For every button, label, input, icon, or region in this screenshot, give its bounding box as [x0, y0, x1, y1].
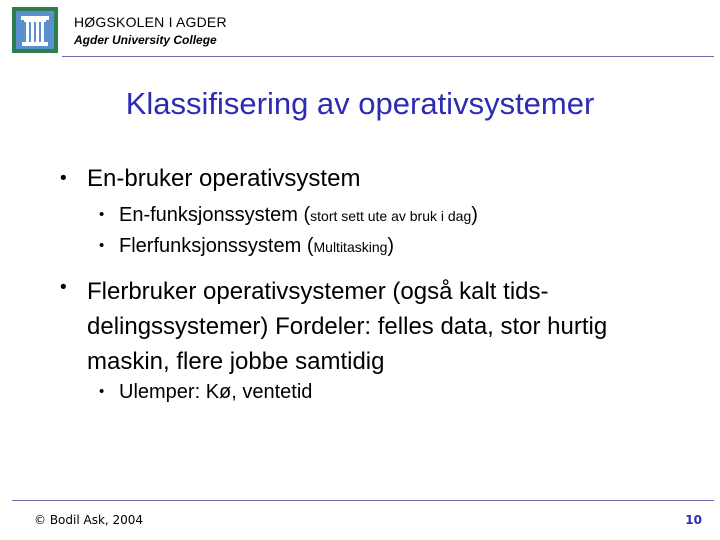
sub-bullet-note: Multitasking [313, 239, 388, 255]
sub-bullet-icon: • [99, 237, 105, 254]
column-logo-icon [12, 7, 58, 53]
footer-divider [12, 500, 714, 501]
bullet-text-line: maskin, flere jobbe samtidig [87, 348, 385, 375]
bullet-item [60, 274, 710, 375]
institution-name-english: Agder University College [74, 33, 217, 47]
slide-title: Klassifisering av operativsystemer [125, 86, 595, 121]
page-number: 10 [685, 513, 702, 527]
sub-bullet-note: stort sett ute av bruk i dag [310, 208, 472, 224]
sub-bullet-icon: • [99, 383, 105, 400]
bullet-icon: • [60, 168, 67, 189]
bullet-text-line: delingssystemer) Fordeler: felles data, stor hurtig [87, 313, 608, 340]
sub-bullet-close: ) [471, 204, 478, 226]
sub-bullet-close: ) [387, 235, 395, 257]
sub-bullet-text: Ulemper: Kø, ventetid [119, 381, 313, 403]
footer-copyright: © Bodil Ask, 2004 [34, 513, 144, 527]
bullet-text-line: Flerbruker operativsystemer (også kalt tids- [87, 278, 549, 305]
sub-bullet-text: Flerfunksjonssystem ( [119, 235, 314, 257]
sub-bullet-icon: • [99, 206, 105, 223]
sub-bullet-text: En-funksjonssystem ( [119, 204, 311, 226]
bullet-icon: • [60, 277, 67, 298]
header-divider [62, 56, 714, 57]
institution-name: HØGSKOLEN I AGDER [74, 14, 227, 30]
bullet-text: En-bruker operativsystem [87, 165, 361, 192]
